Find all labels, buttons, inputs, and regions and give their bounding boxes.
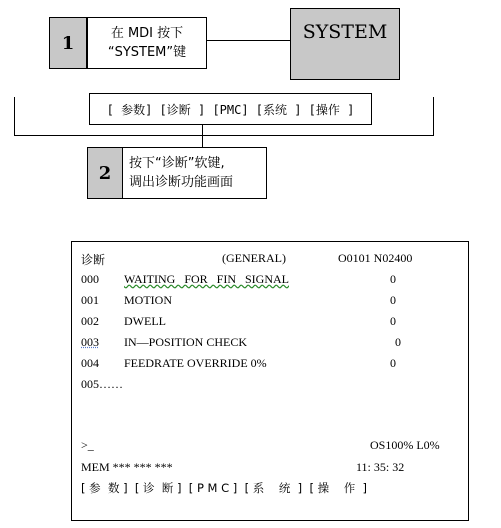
step-2-line-2: 调出诊断功能画面 — [129, 175, 234, 190]
row-code: 003 — [81, 335, 99, 349]
screen-program-number: O0101 N02400 — [338, 251, 413, 265]
row-value: 0 — [390, 272, 396, 286]
row-code: 002 — [81, 314, 99, 328]
row-label: IN—POSITION CHECK — [124, 335, 247, 349]
row-value: 0 — [390, 356, 396, 370]
command-prompt: >_ — [81, 438, 94, 452]
mode-status: MEM *** *** *** — [81, 460, 173, 474]
system-key: SYSTEM — [290, 8, 400, 80]
frame-right-line — [433, 97, 434, 135]
frame-bottom-line — [14, 135, 434, 136]
step-2-note — [122, 147, 267, 199]
row-label: FEEDRATE OVERRIDE 0% — [124, 356, 267, 370]
row-code: 000 — [81, 272, 99, 286]
row-code: 005…… — [81, 377, 123, 391]
row-value: 0 — [390, 293, 396, 307]
frame-left-line — [14, 97, 15, 135]
row-code: 004 — [81, 356, 99, 370]
step-2-number: 2 — [87, 147, 123, 199]
screen-softkeys: [ 参 数 ] [ 诊 断 ] [ P M C ] [ 系 统 ] [ 操 作 ] — [81, 481, 368, 495]
screen-mode: (GENERAL) — [222, 251, 286, 265]
step-1-line-2: “SYSTEM”键 — [107, 45, 187, 60]
clock: 11: 35: 32 — [356, 460, 405, 474]
row-label: MOTION — [124, 293, 172, 307]
step-1-note — [87, 17, 207, 69]
step-2-line-1: 按下“诊断”软键, — [129, 156, 225, 171]
connector-line-bar-step2 — [202, 125, 203, 147]
row-value: 0 — [395, 335, 401, 349]
override-status: OS100% L0% — [370, 438, 440, 452]
row-label: WAITING FOR FIN SIGNAL — [124, 272, 289, 286]
step-1-line-1: 在 MDI 按下 — [110, 26, 184, 41]
row-value: 0 — [390, 314, 396, 328]
row-code: 001 — [81, 293, 99, 307]
screen-title: 诊断 — [81, 253, 106, 267]
row-label: DWELL — [124, 314, 166, 328]
softkey-bar: [ 参数] [诊断 ] [PMC] [系统 ] [操作 ] — [89, 93, 372, 125]
connector-line-step1-system — [207, 40, 291, 41]
step-1-number: 1 — [49, 17, 87, 69]
diagnostic-screen — [71, 241, 469, 521]
